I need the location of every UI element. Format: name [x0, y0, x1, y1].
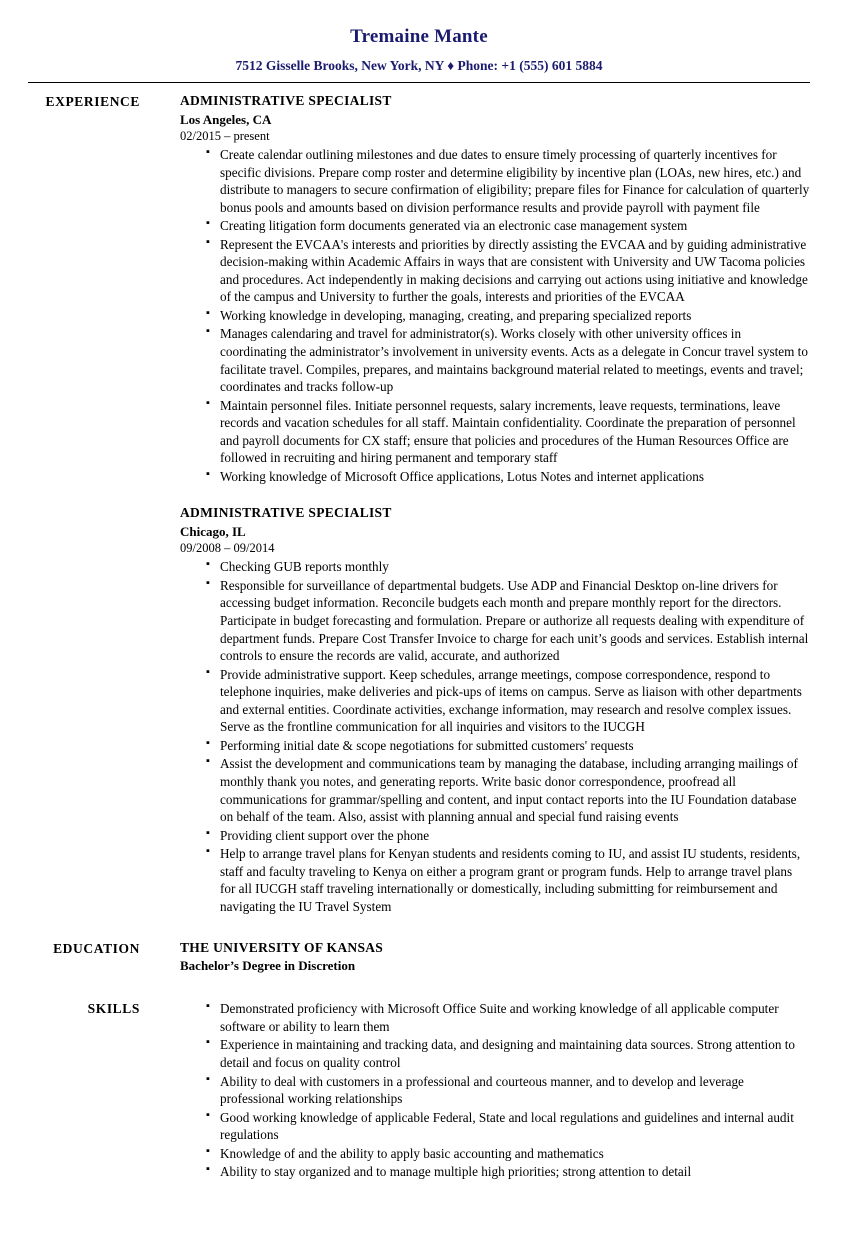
job-location: Chicago, IL: [180, 524, 246, 540]
section-education: [28, 940, 810, 974]
job-title: ADMINISTRATIVE SPECIALIST: [180, 505, 392, 521]
list-item: ▪ Assist the development and communications team by managing the database, including arranging mailings of monthly thank you notes, and generating reports. Write basic donor correspondence, proofread all communications for grammar/spelling and content, and input contact reports into the IU Foundation database on behalf of the team. Also, assist with planning annual and special fund raising events: [206, 755, 810, 825]
section-label-skills: SKILLS: [87, 1001, 140, 1017]
list-item: ▪ Ability to stay organized and to manage multiple high priorities; strong attention to detail: [206, 1163, 810, 1181]
section-experience: [28, 93, 810, 916]
experience-body: [158, 93, 810, 916]
list-item: ▪ Help to arrange travel plans for Kenyan students and residents coming to IU, and assist IU students, residents, staff and faculty traveling to Kenya on either a program grant or program funds. Help to arrange travel plans for all IUCGH staff traveling internationally or domestically, including submitting for reimbursement and navigating the IU Travel System: [206, 845, 810, 915]
education-degree: Bachelor’s Degree in Discretion: [180, 958, 356, 974]
job-bullets: [180, 558, 810, 915]
list-item: ▪ Performing initial date & scope negotiations for submitted customers' requests: [206, 737, 810, 755]
section-label-education: EDUCATION: [53, 941, 140, 957]
contact-line: 7512 Gisselle Brooks, New York, NY ♦ Phone: +1 (555) 601 5884: [235, 58, 603, 73]
list-item: ▪ Responsible for surveillance of departmental budgets. Use ADP and Financial Desktop on-line drivers for accessing budget information. Reconcile budgets each month and prepare monthly report for the directors. Participate in budget forecasting and formulation. Prepare or authorize all requests dealing with expenditure of department funds. Prepare Cost Transfer Invoice to charge for each unit’s goods and services. Establish internal controls to ensure the records are valid, accurate, and authorized: [206, 577, 810, 665]
education-school: THE UNIVERSITY OF KANSAS: [180, 940, 384, 956]
job-dates: 02/2015 – present: [180, 129, 270, 143]
section-label-experience: EXPERIENCE: [45, 94, 140, 109]
list-item: ▪ Ability to deal with customers in a professional and courteous manner, and to develop and leverage professional working relationships: [206, 1073, 810, 1108]
job-dates: 09/2008 – 09/2014: [180, 541, 275, 556]
job-entry: [180, 93, 810, 485]
skills-body: [158, 1000, 810, 1181]
list-item: ▪ Manages calendaring and travel for administrator(s). Works closely with other university offices in coordinating the administrator’s involvement in university events. Acts as a delegate in Concur travel system to facilitate travel. Compiles, prepares, and maintains background material related to meetings, events and travel; coordinates and tracks follow-up: [206, 325, 810, 395]
header-divider: [28, 82, 810, 83]
list-item: ▪ Creating litigation form documents generated via an electronic case management system: [206, 217, 810, 235]
list-item: ▪ Providing client support over the phone: [206, 827, 810, 845]
list-item: ▪ Provide administrative support. Keep schedules, arrange meetings, compose correspondence, respond to telephone inquiries, make deliveries and pick-ups of items on campus. Serve as liaison with other departments and external entities. Coordinate activities, exchange information, may research and resolve complex issues. Serve as the frontline communication for all inquiries and visitors to the IUCGH: [206, 666, 810, 736]
job-location: Los Angeles, CA: [180, 112, 272, 127]
section-skills: [28, 1000, 810, 1181]
list-item: ▪ Checking GUB reports monthly: [206, 558, 810, 576]
education-body: [158, 940, 810, 974]
skills-bullets: [180, 1000, 810, 1180]
list-item: ▪ Maintain personnel files. Initiate personnel requests, salary increments, leave requests, terminations, leave records and vacation schedules for all staff. Maintain confidentiality. Coordinate the preparation of personnel and payroll documents for CX staff; ensure that policies and procedures of the Human Resources Office are followed in recruiting and hiring permanent and temporary staff: [206, 397, 810, 467]
list-item: ▪ Knowledge of and the ability to apply basic accounting and mathematics: [206, 1145, 810, 1163]
list-item: ▪ Represent the EVCAA's interests and priorities by directly assisting the EVCAA and by guiding administrative decision-making within Academic Affairs in ways that are consistent with University and UW Tacoma policies and procedures. Act independently in making decisions and carrying out actions using initiative and knowledge of the campus and University to further the goals, interests and priorities of the EVCAA: [206, 236, 810, 306]
job-bullets: [180, 146, 810, 485]
list-item: ▪ Working knowledge of Microsoft Office applications, Lotus Notes and internet applications: [206, 468, 810, 486]
page-title: Tremaine Mante: [350, 26, 488, 47]
list-item: ▪ Create calendar outlining milestones and due dates to ensure timely processing of quarterly incentives for specific divisions. Prepare comp roster and determine eligibility by incentive plan (LOAs, new hires, etc.) and distribute to managers to secure confirmation of eligibility; prepare files for Finance for calculation of quarterly bonus pools and amounts based on division performance results and provide payroll with payment file: [206, 146, 810, 216]
list-item: ▪ Demonstrated proficiency with Microsoft Office Suite and working knowledge of all applicable computer software or ability to learn them: [206, 1000, 810, 1035]
list-item: ▪ Working knowledge in developing, managing, creating, and preparing specialized reports: [206, 307, 810, 325]
job-entry: [180, 505, 810, 915]
job-title: ADMINISTRATIVE SPECIALIST: [180, 93, 392, 108]
list-item: ▪ Experience in maintaining and tracking data, and designing and maintaining data sources. Strong attention to detail and focus on quality control: [206, 1036, 810, 1071]
list-item: ▪ Good working knowledge of applicable Federal, State and local regulations and guidelines and internal audit regulations: [206, 1109, 810, 1144]
